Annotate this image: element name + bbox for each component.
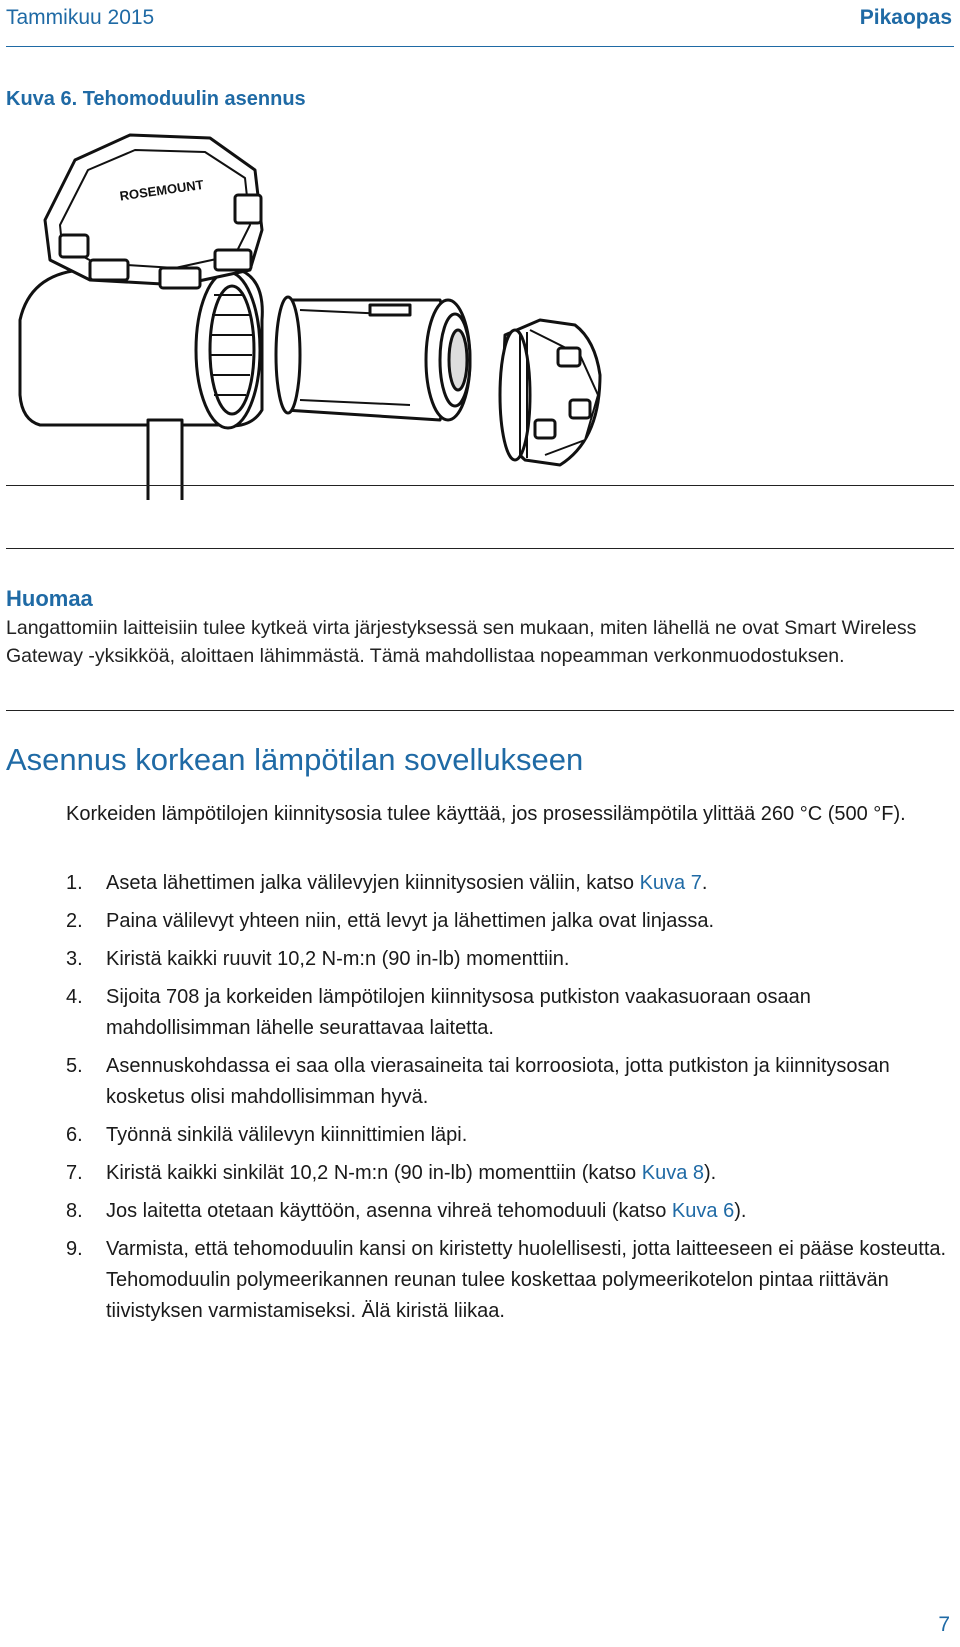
page-number: 7 — [938, 1613, 950, 1636]
step-text: Paina välilevyt yhteen niin, että levyt ja lähettimen jalka ovat linjassa. — [106, 910, 715, 932]
note-bottom-divider — [6, 710, 954, 711]
step-item — [66, 1120, 956, 1151]
step-text: Sijoita 708 ja korkeiden lämpötilojen kiinnitysosa putkiston vaakasuoraan osaan mahdollisimman lähelle seurattavaa laitetta. — [106, 986, 811, 1039]
step-text: Kiristä kaikki ruuvit 10,2 N-m:n (90 in-lb) momenttiin. — [106, 948, 570, 970]
step-number: 7. — [66, 1162, 83, 1184]
step-text: Jos laitetta otetaan käyttöön, asenna vihreä tehomoduuli (katso Kuva 6). — [106, 1200, 747, 1222]
step-item — [66, 868, 956, 899]
step-text: Asennuskohdassa ei saa olla vierasaineita tai korroosiota, jotta putkiston ja kiinnitysosan kosketus olisi mahdollisimman hyvä. — [106, 1055, 890, 1108]
step-item — [66, 1234, 956, 1327]
step-number: 4. — [66, 986, 83, 1008]
note-title: Huomaa — [6, 586, 93, 611]
section-title: Asennus korkean lämpötilan sovellukseen — [6, 742, 584, 777]
power-module-installation-figure — [0, 120, 960, 500]
step-text: Työnnä sinkilä välilevyn kiinnittimien läpi. — [106, 1124, 468, 1146]
figure-caption: Kuva 6. Tehomoduulin asennus — [6, 88, 306, 110]
note-top-divider — [6, 548, 954, 549]
step-item — [66, 1196, 956, 1227]
section-intro: Korkeiden lämpötilojen kiinnitysosia tulee käyttää, jos prosessilämpötila ylittää 260 °C (500 °F). — [66, 803, 906, 825]
step-number: 2. — [66, 910, 83, 932]
step-number: 6. — [66, 1124, 83, 1146]
step-text: Kiristä kaikki sinkilät 10,2 N-m:n (90 in-lb) momenttiin (katso Kuva 8). — [106, 1162, 717, 1184]
step-text: Aseta lähettimen jalka välilevyjen kiinnitysosien väliin, katso Kuva 7. — [106, 872, 708, 894]
step-number: 5. — [66, 1055, 83, 1077]
figure-6-link[interactable]: Kuva 6 — [671, 1200, 735, 1222]
header-doc-type: Pikaopas — [859, 6, 952, 29]
step-number: 3. — [66, 948, 83, 970]
figure-8-link[interactable]: Kuva 8 — [641, 1162, 704, 1184]
figure-7-link[interactable]: Kuva 7 — [639, 872, 702, 894]
mounting-stem — [148, 420, 182, 500]
step-number: 9. — [66, 1238, 83, 1260]
header-date: Tammikuu 2015 — [6, 6, 155, 29]
step-item — [66, 906, 956, 937]
step-text: Varmista, että tehomoduulin kansi on kiristetty huolellisesti, jotta laitteeseen ei pääse kosteutta. Tehomoduulin polymeerikannen reunan tulee koskettaa polymeerikotelon pintaa riittävän tiivistyksen varmistamiseksi. Älä kiristä liikaa. — [106, 1238, 947, 1322]
figure-bottom-divider — [6, 485, 954, 486]
note-text: Langattomiin laitteisiin tulee kytkeä virta järjestyksessä sen mukaan, miten lähellä ne ovat Smart Wireless Gateway -yksikköä, aloittaen lähimmästä. Tämä mahdollistaa nopeamman verkonmuodostuksen. — [6, 617, 917, 667]
step-number: 1. — [66, 872, 83, 894]
step-item — [66, 982, 956, 1044]
installation-steps — [66, 868, 956, 1334]
header-divider — [6, 46, 954, 47]
step-item — [66, 944, 956, 975]
cap-brand-text: ROSEMOUNT — [118, 176, 205, 204]
step-item — [66, 1051, 956, 1113]
step-item — [66, 1158, 956, 1189]
step-number: 8. — [66, 1200, 83, 1222]
